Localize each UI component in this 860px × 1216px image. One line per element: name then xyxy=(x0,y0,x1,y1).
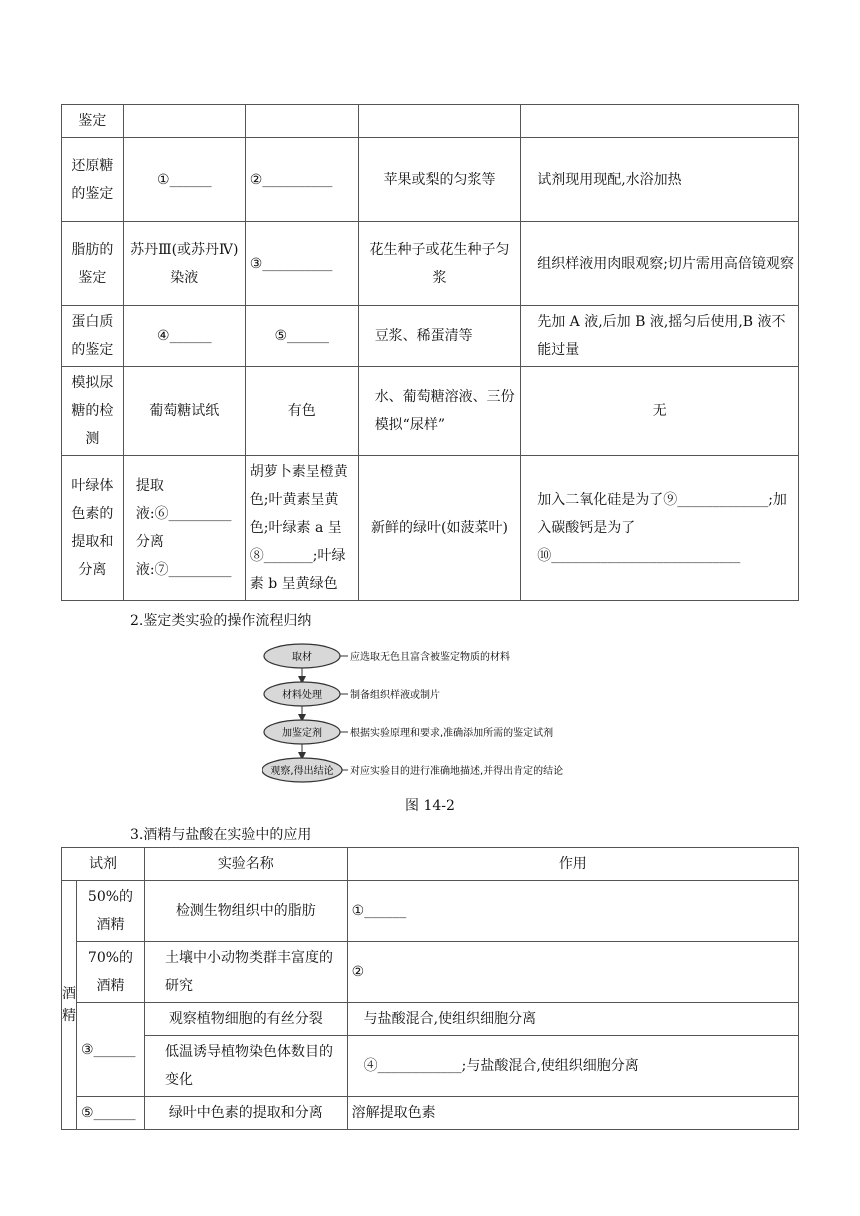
flow-diagram xyxy=(262,642,602,792)
cell-reagent: 提取液:⑥_________ 分离液:⑦_________ xyxy=(123,456,245,601)
cell-experiment: 观察植物细胞的有丝分裂 xyxy=(144,1003,347,1036)
cell-effect: 与盐酸混合,使组织细胞分离 xyxy=(347,1003,798,1036)
cell-note: 试剂现用现配,水浴加热 xyxy=(521,138,799,222)
cell-reagent: 70%的酒精 xyxy=(77,942,145,1003)
cell-name: 叶绿体色素的提取和分离 xyxy=(62,456,124,601)
cell-effect: ② xyxy=(347,942,798,1003)
cell-material xyxy=(358,105,521,138)
flow-step-label: 取材 xyxy=(292,652,312,663)
cell-color xyxy=(245,105,358,138)
cell-reagent: 苏丹Ⅲ(或苏丹Ⅳ)染液 xyxy=(123,222,245,306)
cell-note: 加入二氧化硅是为了⑨_____________;加入碳酸钙是为了⑩___________________________ xyxy=(521,456,799,601)
flow-step-2 xyxy=(264,682,440,706)
table-row xyxy=(62,367,799,456)
cell-material: 水、葡萄糖溶液、三份模拟“尿样” xyxy=(358,367,521,456)
cell-name: 还原糖的鉴定 xyxy=(62,138,124,222)
cell-name: 模拟尿糖的检测 xyxy=(62,367,124,456)
table-row xyxy=(62,1036,799,1097)
cell-reagent: 50%的酒精 xyxy=(77,881,145,942)
flow-step-desc: 对应实验目的进行准确地描述,并得出肯定的结论 xyxy=(350,766,564,777)
identification-table xyxy=(61,104,799,601)
flow-step-3 xyxy=(264,720,553,744)
cell-experiment: 土壤中小动物类群丰富度的研究 xyxy=(144,942,347,1003)
table-row xyxy=(62,456,799,601)
cell-reagent: 葡萄糖试纸 xyxy=(123,367,245,456)
cell-reagent: ①______ xyxy=(123,138,245,222)
cell-color: 胡萝卜素呈橙黄色;叶黄素呈黄色;叶绿素 a 呈⑧_______;叶绿素 b 呈黄绿色 xyxy=(245,456,358,601)
flow-step-label: 材料处理 xyxy=(282,690,322,701)
cell-note: 组织样液用肉眼观察;切片需用高倍镜观察 xyxy=(521,222,799,306)
section-2-title: 2.鉴定类实验的操作流程归纳 xyxy=(130,613,312,629)
header-experiment: 实验名称 xyxy=(144,848,347,881)
header-reagent: 试剂 xyxy=(62,848,145,881)
header-effect: 作用 xyxy=(347,848,798,881)
table-row xyxy=(62,1003,799,1036)
cell-color: 有色 xyxy=(245,367,358,456)
table-row xyxy=(62,881,799,942)
cell-color: ②__________ xyxy=(245,138,358,222)
cell-name: 鉴定 xyxy=(62,105,124,138)
table-row xyxy=(62,222,799,306)
cell-note: 先加 A 液,后加 B 液,摇匀后使用,B 液不能过量 xyxy=(521,306,799,367)
cell-material: 苹果或梨的匀浆等 xyxy=(358,138,521,222)
figure-caption: 图 14-2 xyxy=(405,798,455,814)
cell-reagent: ③______ xyxy=(77,1003,145,1097)
cell-name: 脂肪的鉴定 xyxy=(62,222,124,306)
cell-color: ⑤______ xyxy=(245,306,358,367)
cell-reagent: ④______ xyxy=(123,306,245,367)
cell-reagent xyxy=(123,105,245,138)
flow-step-label: 观察,得出结论 xyxy=(270,766,334,777)
cell-effect: 溶解提取色素 xyxy=(347,1097,798,1130)
cell-color: ③__________ xyxy=(245,222,358,306)
cell-material: 豆浆、稀蛋清等 xyxy=(358,306,521,367)
section-3-title: 3.酒精与盐酸在实验中的应用 xyxy=(130,827,312,843)
cell-name: 蛋白质的鉴定 xyxy=(62,306,124,367)
cell-note xyxy=(521,105,799,138)
cell-effect: ①______ xyxy=(347,881,798,942)
flow-step-desc: 应选取无色且富含被鉴定物质的材料 xyxy=(350,652,510,663)
cell-effect: ④____________;与盐酸混合,使组织细胞分离 xyxy=(347,1036,798,1097)
table-row xyxy=(62,138,799,222)
cell-material: 花生种子或花生种子匀浆 xyxy=(358,222,521,306)
table-row xyxy=(62,105,799,138)
table-row xyxy=(62,942,799,1003)
cell-experiment: 低温诱导植物染色体数目的变化 xyxy=(144,1036,347,1097)
cell-experiment: 检测生物组织中的脂肪 xyxy=(144,881,347,942)
flow-step-4 xyxy=(262,758,563,782)
alcohol-table xyxy=(61,847,799,1130)
cell-note: 无 xyxy=(521,367,799,456)
table-row xyxy=(62,1097,799,1130)
table-header-row xyxy=(62,848,799,881)
flow-step-desc: 根据实验原理和要求,准确添加所需的鉴定试剂 xyxy=(350,728,554,739)
flow-step-desc: 制备组织样液或制片 xyxy=(350,690,440,701)
flow-step-1 xyxy=(264,644,510,668)
cell-material: 新鲜的绿叶(如菠菜叶) xyxy=(358,456,521,601)
flow-step-label: 加鉴定剂 xyxy=(282,728,322,739)
group-label: 酒精 xyxy=(62,881,77,1130)
cell-reagent: ⑤______ xyxy=(77,1097,145,1130)
cell-experiment: 绿叶中色素的提取和分离 xyxy=(144,1097,347,1130)
table-row xyxy=(62,306,799,367)
